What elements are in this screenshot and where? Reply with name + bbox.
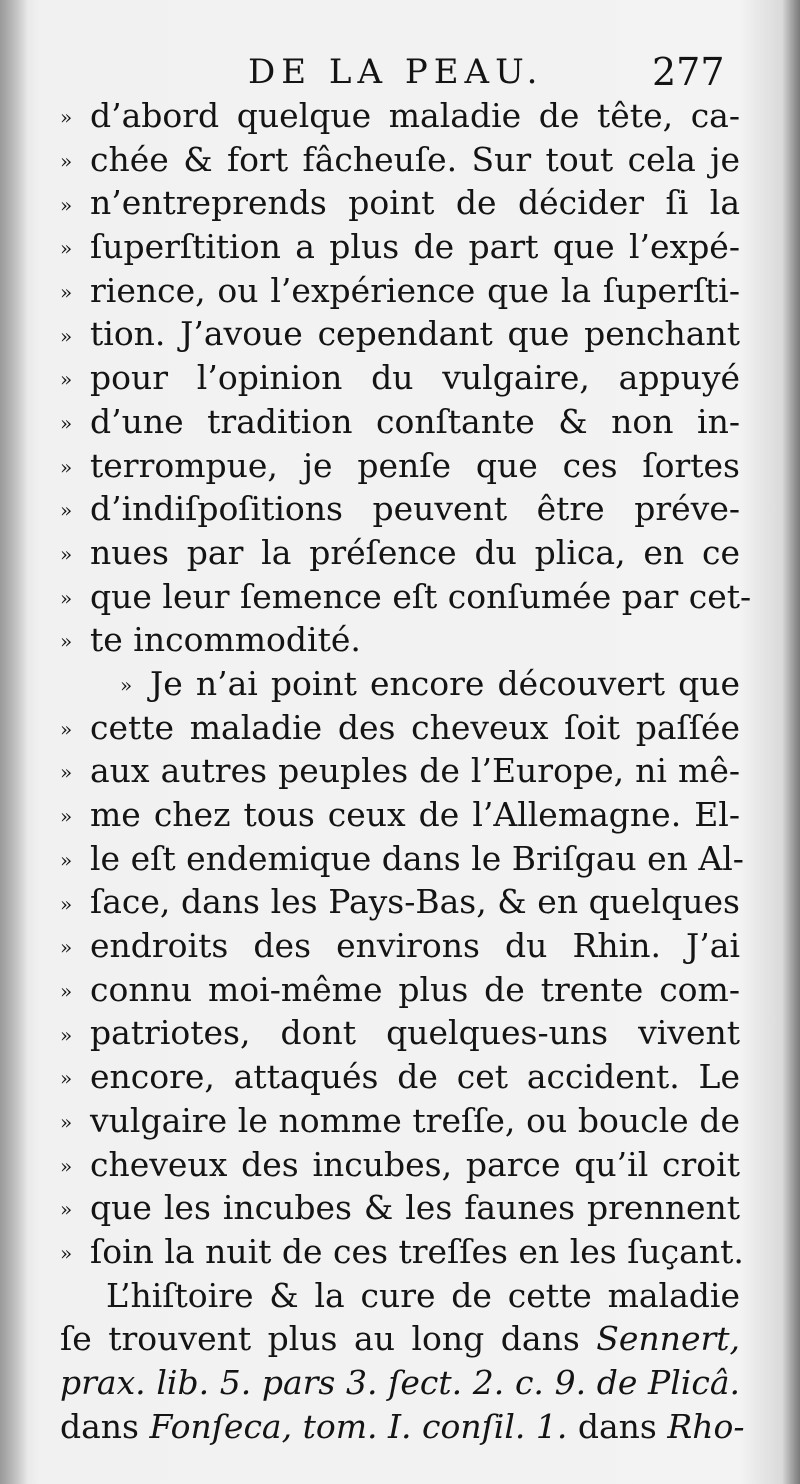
text-line: » cheveux des incubes, parce qu’il croit	[60, 1143, 740, 1187]
quote-mark: »	[60, 1109, 73, 1134]
quote-mark: »	[60, 585, 73, 610]
quote-mark: »	[60, 542, 73, 567]
text-line: » nues par la préſence du plica, en ce	[60, 531, 740, 575]
quote-mark: »	[60, 192, 73, 217]
quote-mark: »	[60, 148, 73, 173]
text-line: » aux autres peuples de l’Europe, ni mê-	[60, 749, 740, 793]
quote-mark: »	[60, 105, 73, 130]
quote-mark: »	[60, 410, 73, 435]
quote-mark: »	[60, 1153, 73, 1178]
quote-mark: »	[60, 935, 73, 960]
text-line: » encore, attaqués de cet accident. Le	[60, 1055, 740, 1099]
quote-mark: »	[120, 673, 133, 698]
text-line: » me chez tous ceux de l’Allemagne. El-	[60, 793, 740, 837]
text-line: » ſuperſtition a plus de part que l’expé-	[60, 225, 740, 269]
quote-mark: »	[60, 629, 73, 654]
quote-mark: »	[60, 367, 73, 392]
quote-mark: »	[60, 716, 73, 741]
text-line: » ſace, dans les Pays-Bas, & en quelques	[60, 880, 740, 924]
gutter-shadow	[0, 0, 28, 1484]
text-line: » connu moi-même plus de trente com-	[60, 968, 740, 1012]
text-line: » rience, ou l’expérience que la ſuperſti-	[60, 269, 740, 313]
text-line: » patriotes, dont quelques-uns vivent	[60, 1011, 740, 1055]
text-line: » d’indiſpoſitions peuvent être préve-	[60, 487, 740, 531]
text-line: » que leur ſemence eſt conſumée par cet-	[60, 575, 740, 619]
quote-mark: »	[60, 498, 73, 523]
running-head: DE LA PEAU.	[248, 52, 544, 92]
text-line: » ſoin la nuit de ces treſſes en les ſuçant.	[60, 1230, 740, 1274]
quote-mark: »	[60, 804, 73, 829]
quote-mark: »	[60, 847, 73, 872]
quote-mark: »	[60, 1022, 73, 1047]
text-line: » le eſt endemique dans le Briſgau en Al-	[60, 837, 740, 881]
citation-line: dans Fonſeca, tom. I. conſil. 1. dans Rho-	[60, 1406, 745, 1446]
text-line: ſe trouvent plus au long dans Sennert,	[60, 1319, 740, 1359]
text-line: » cette maladie des cheveux ſoit paſſée	[60, 706, 740, 750]
text-line: » endroits des environs du Rhin. J’ai	[60, 924, 740, 968]
text-line: » vulgaire le nomme treſſe, ou boucle de	[60, 1099, 740, 1143]
quote-mark: »	[60, 323, 73, 348]
text-line: » Je n’ai point encore découvert que	[60, 662, 740, 706]
text-line: » d’une tradition conſtante & non in-	[60, 400, 740, 444]
page-edge-shadow	[782, 0, 800, 1484]
text-line: » te incommodité.	[60, 618, 740, 662]
text-line: » chée & fort fâcheuſe. Sur tout cela je	[60, 138, 740, 182]
citation-line: prax. lib. 5. pars 3. ſect. 2. c. 9. de Plicâ.	[60, 1362, 740, 1402]
page-number: 277	[652, 50, 725, 94]
quote-mark: »	[60, 454, 73, 479]
text-line: » n’entreprends point de décider ſi la	[60, 181, 740, 225]
text-line: » d’abord quelque maladie de tête, ca-	[60, 94, 740, 138]
quote-mark: »	[60, 760, 73, 785]
text-line: » terrompue, je penſe que ces ſortes	[60, 444, 740, 488]
quote-mark: »	[60, 279, 73, 304]
text-block	[60, 94, 752, 1448]
text-line: » pour l’opinion du vulgaire, appuyé	[60, 356, 740, 400]
text-line: » tion. J’avoue cependant que penchant	[60, 312, 740, 356]
quote-mark: »	[60, 978, 73, 1003]
text-line: L’hiſtoire & la cure de cette maladie	[106, 1275, 740, 1315]
quote-mark: »	[60, 891, 73, 916]
quote-mark: »	[60, 1197, 73, 1222]
quote-mark: »	[60, 1066, 73, 1091]
text-line: » que les incubes & les faunes prennent	[60, 1186, 740, 1230]
quote-mark: »	[60, 236, 73, 261]
quote-mark: »	[60, 1241, 73, 1266]
